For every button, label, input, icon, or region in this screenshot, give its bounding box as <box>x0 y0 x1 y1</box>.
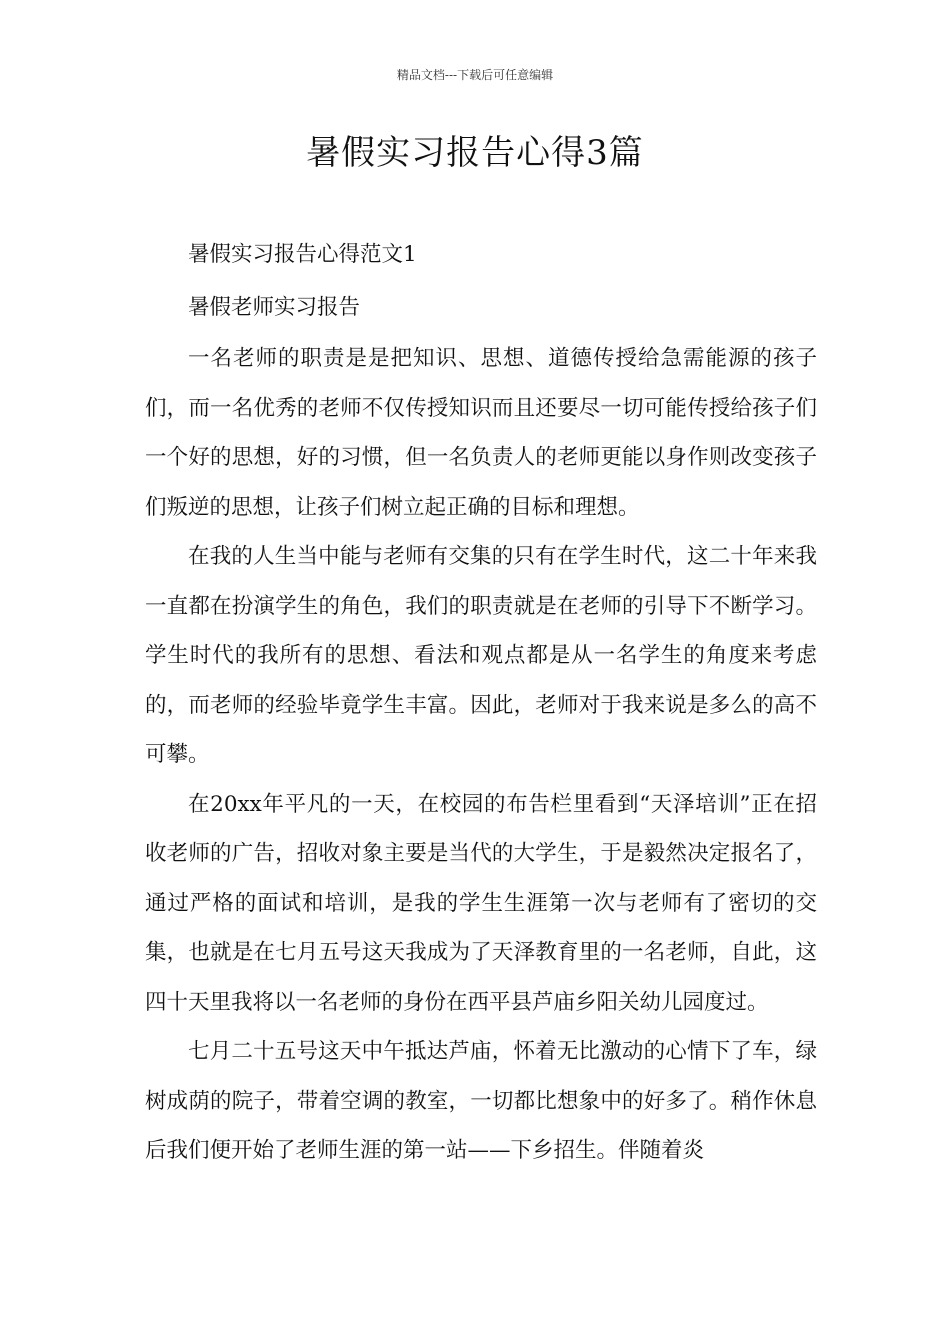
document-body <box>145 228 817 1176</box>
paragraph: 在20xx年平凡的一天，在校园的布告栏里看到“天泽培训”正在招收老师的广告，招收对象主要是当代的大学生，于是毅然决定报名了，通过严格的面试和培训，是我的学生生涯第一次与老师有了密切的交集，也就是在七月五号这天我成为了天泽教育里的一名老师，自此，这 四十天里我将以一名老师的身份在西平县芦庙乡阳关幼儿园度过。 <box>145 791 817 1015</box>
paragraph: 一名老师的职责是是把知识、思想、道德传授给急需能源的孩子们，而一名优秀的老师不仅传授知识而且还要尽一切可能传授给孩子们一个好的思想，好的习惯，但一名负责人的老师更能以身作则改变孩子们叛逆的思想，让孩子们树立起正确的目标和理想。 <box>145 346 817 520</box>
paragraph: 七月二十五号这天中午抵达芦庙，怀着无比激动的心情下了车，绿树成荫的院子，带着空调的教室，一切都比想象中的好多了。稍作休息后我们便开始了老师生涯的第一站——下乡招生。伴随着炎 <box>145 1039 817 1163</box>
section-subtitle: 暑假实习报告心得范文1 <box>188 242 417 267</box>
header-note: 精品文档---下载后可任意编辑 <box>396 68 554 82</box>
section-heading: 暑假老师实习报告 <box>188 295 361 320</box>
paragraph: 在我的人生当中能与老师有交集的只有在学生时代，这二十年来我一直都在扮演学生的角色，我们的职责就是在老师的引导下不断学习。学生时代的我所有的思想、看法和观点都是从一名学生的角度来考虑的，而老师的经验毕竟学生丰富。因此，老师对于我来说是多么的高不可攀。 <box>145 544 817 767</box>
page-title: 暑假实习报告心得3篇 <box>306 133 644 173</box>
